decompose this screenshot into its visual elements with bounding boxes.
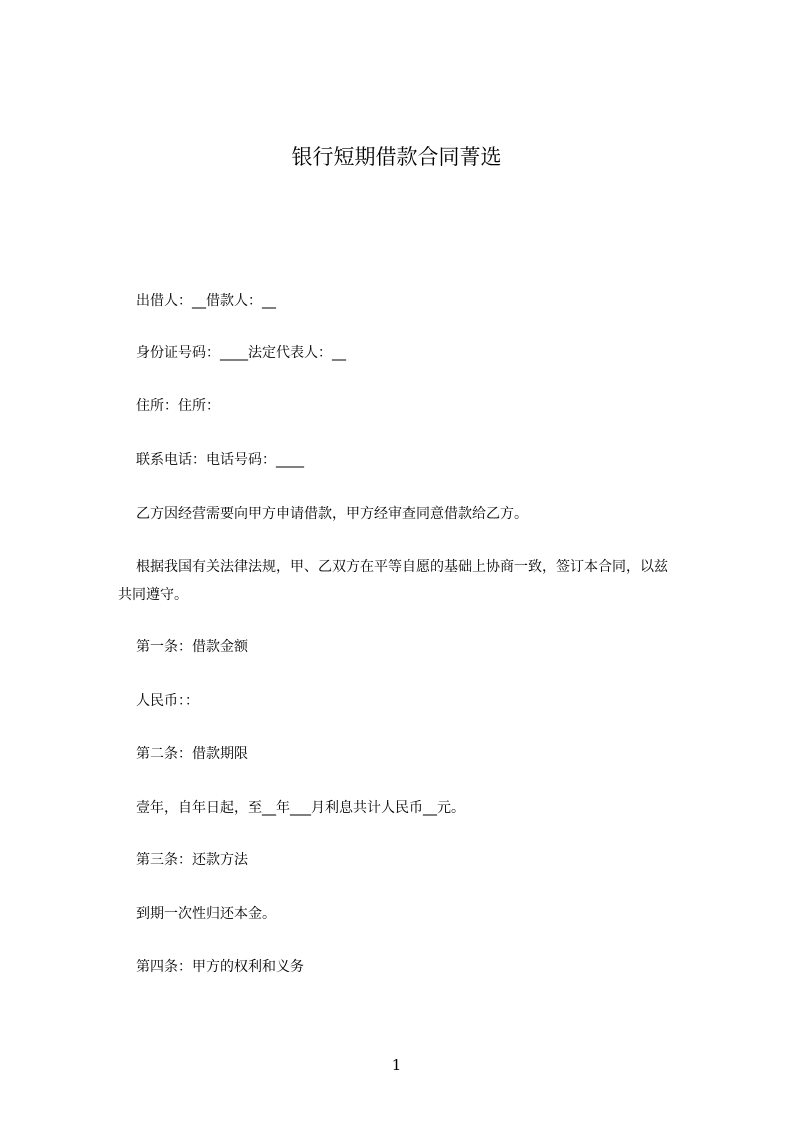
page-number: 1 xyxy=(391,1056,402,1074)
article-3-heading: 第三条：还款方法 xyxy=(136,852,248,868)
id-representative-line: 身份证号码：____法定代表人：__ xyxy=(136,345,346,361)
lender-borrower-line: 出借人：__借款人：__ xyxy=(136,293,276,309)
address-line: 住所：住所： xyxy=(136,398,220,414)
phone-line: 联系电话：电话号码：____ xyxy=(136,452,304,468)
term-line: 壹年，自年日起，至__年___月利息共计人民币__元。 xyxy=(136,800,465,816)
article-4-heading: 第四条：甲方的权利和义务 xyxy=(136,959,304,975)
amount-line: 人民币：： xyxy=(136,693,199,709)
article-1-heading: 第一条：借款金额 xyxy=(136,639,248,655)
intro-paragraph: 乙方因经营需要向甲方申请借款，甲方经审查同意借款给乙方。 xyxy=(136,506,528,522)
document-title: 银行短期借款合同菁选 xyxy=(291,145,502,169)
article-2-heading: 第二条：借款期限 xyxy=(136,746,248,762)
agreement-paragraph: 根据我国有关法律法规，甲、乙双方在平等自愿的基础上协商一致，签订本合同，以兹共同遵守。 xyxy=(118,559,668,603)
repayment-line: 到期一次性归还本金。 xyxy=(136,906,276,922)
